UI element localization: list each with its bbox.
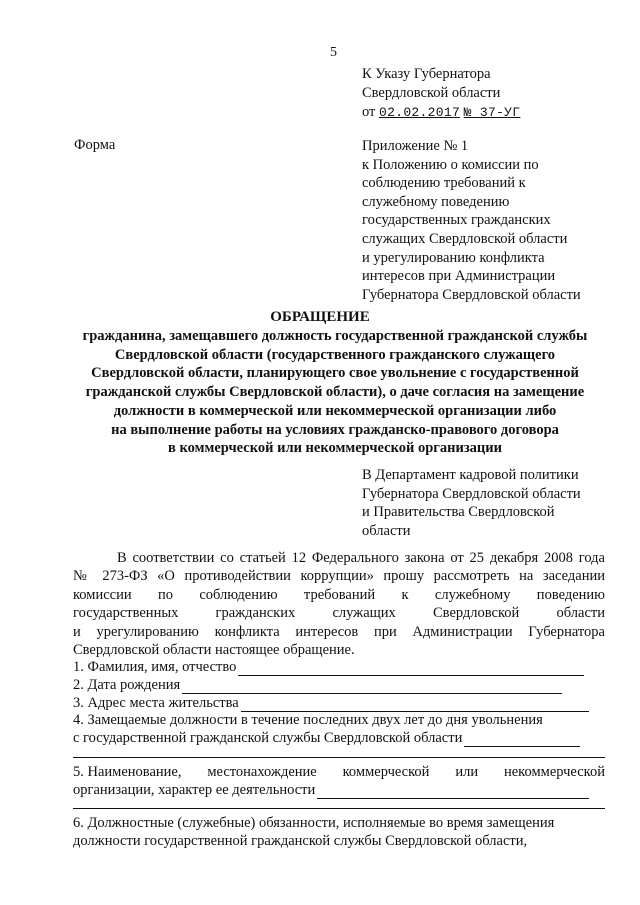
decree-date-line xyxy=(362,103,520,122)
appendix-line: государственных гражданских xyxy=(362,212,551,229)
organization-extra-blank[interactable] xyxy=(73,808,605,809)
appendix-line: Приложение № 1 xyxy=(362,138,469,154)
subtitle-line: на выполнение работы на условиях гражданско-правового договора xyxy=(111,421,559,438)
appendix-line: служебному поведению xyxy=(362,193,510,210)
appendix-line: и урегулированию конфликта xyxy=(362,249,545,266)
org-word: коммерческой xyxy=(342,764,430,780)
form-label: Форма xyxy=(74,137,116,153)
addressee-line: В Департамент кадровой политики xyxy=(362,467,579,483)
decree-ot: от xyxy=(362,104,376,120)
field-birth-date-label: 2. Дата рождения xyxy=(73,677,181,693)
appendix-line: служащих Свердловской области xyxy=(362,230,568,247)
paragraph-line: государственных гражданских служащих Свердловской области xyxy=(73,605,605,622)
field-birth-date xyxy=(73,677,562,694)
decree-number: № 37-УГ xyxy=(463,105,521,120)
subtitle-line: Свердловской области, планирующего свое увольнение с государственной xyxy=(91,365,579,382)
field-positions-label: с государственной гражданской службы Свердловской области xyxy=(73,730,463,746)
field-address-label: 3. Адрес места жительства xyxy=(73,695,239,711)
field-positions-line-1: 4. Замещаемые должности в течение последних двух лет до дня увольнения xyxy=(73,712,543,728)
addressee-line: и Правительства Свердловской xyxy=(362,504,555,521)
subtitle-line: в коммерческой или некоммерческой организации xyxy=(167,440,502,457)
decree-reference xyxy=(362,65,520,122)
org-word: 5. Наименование, xyxy=(73,764,182,780)
paragraph-line: № 273-ФЗ «О противодействии коррупции» прошу рассмотреть на заседании xyxy=(73,568,605,585)
request-paragraph xyxy=(73,549,605,659)
paragraph-line: В соответствии со статьей 12 Федерального закона от 25 декабря 2008 года xyxy=(117,550,605,566)
document-title: ОБРАЩЕНИЕ xyxy=(270,309,370,325)
field-full-name xyxy=(73,659,584,676)
field-address xyxy=(73,695,589,712)
org-word: или xyxy=(455,764,479,780)
addressee-line: Губернатора Свердловской области xyxy=(362,485,581,502)
decree-date: 02.02.2017 xyxy=(379,105,461,120)
addressee-line: области xyxy=(362,522,411,539)
appendix-line: к Положению о комиссии по xyxy=(362,156,539,173)
addressee-block xyxy=(362,466,581,540)
subtitle-line: гражданина, замещавшего должность государственной гражданской службы xyxy=(82,328,588,344)
paragraph-line: и урегулированию конфликта интересов при Администрации Губернатора xyxy=(73,623,605,640)
document-subtitle xyxy=(60,327,610,458)
appendix-block xyxy=(362,137,581,304)
paragraph-line: Свердловской области настоящее обращение. xyxy=(73,642,355,659)
subtitle-line: гражданской службы Свердловской области), о даче согласия на замещение xyxy=(85,384,585,401)
subtitle-line: должности в коммерческой или некоммерческой организации либо xyxy=(113,402,557,419)
field-organization-line-1 xyxy=(73,764,605,781)
birth-date-blank[interactable] xyxy=(182,679,562,694)
appendix-line: Губернатора Свердловской области xyxy=(362,286,581,303)
field-duties-line-2: должности государственной гражданской службы Свердловской области, xyxy=(73,833,528,849)
subtitle-line: Свердловской области (государственного гражданского служащего xyxy=(114,346,556,363)
appendix-line: интересов при Администрации xyxy=(362,268,556,285)
organization-blank[interactable] xyxy=(317,784,589,799)
field-full-name-label: 1. Фамилия, имя, отчество xyxy=(73,659,237,675)
decree-line-1: К Указу Губернатора xyxy=(362,66,491,82)
decree-line-2: Свердловской области xyxy=(362,85,501,101)
page-number: 5 xyxy=(330,45,337,60)
positions-blank[interactable] xyxy=(464,732,580,747)
field-positions-line-2 xyxy=(73,730,580,747)
address-blank[interactable] xyxy=(241,697,589,712)
paragraph-line: комиссии по соблюдению требований к служебному поведению xyxy=(73,586,605,603)
org-word: некоммерческой xyxy=(503,764,605,780)
field-duties-line-1: 6. Должностные (служебные) обязанности, исполняемые во время замещения xyxy=(73,815,555,831)
full-name-blank[interactable] xyxy=(238,661,584,676)
appendix-line: соблюдению требований к xyxy=(362,175,526,192)
positions-extra-blank[interactable] xyxy=(73,757,605,758)
field-organization-label: организации, характер ее деятельности xyxy=(73,782,316,798)
org-word: местонахождение xyxy=(207,764,317,780)
field-organization-line-2 xyxy=(73,782,589,799)
